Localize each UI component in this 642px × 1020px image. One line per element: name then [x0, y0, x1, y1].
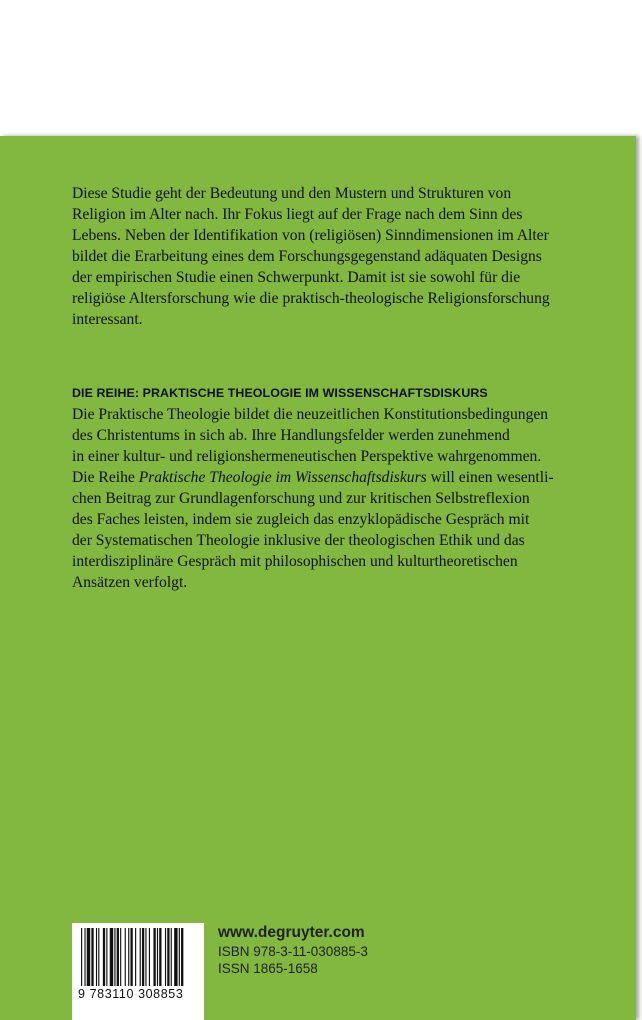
- blurb-line: der empirischen Studie einen Schwerpunkt. Damit ist sie sowohl für die: [72, 269, 521, 286]
- barcode-bar: [130, 928, 132, 986]
- barcode-bar: [140, 928, 141, 986]
- barcode-bar: [174, 928, 177, 986]
- series-line: des Faches leisten, indem sie zugleich das enzyklopädische Gespräch mit: [72, 511, 530, 528]
- blurb-line: Religion im Alter nach. Ihr Fokus liegt auf der Frage nach dem Sinn des: [72, 206, 523, 223]
- barcode-bar: [128, 928, 129, 986]
- barcode-bar: [98, 928, 99, 986]
- barcode-bar: [114, 928, 115, 986]
- blurb-line: bildet die Erarbeitung eines dem Forschungsgegenstand adäquaten Designs: [72, 248, 542, 265]
- barcode: [72, 923, 204, 1020]
- barcode-bar: [153, 928, 155, 986]
- series-line: des Christentums in sich ab. Ihre Handlungsfelder werden zunehmend: [72, 427, 510, 444]
- issn-number: ISSN 1865-1658: [218, 961, 318, 976]
- book-blurb: [72, 183, 572, 330]
- barcode-bar: [96, 928, 97, 986]
- barcode-bar: [165, 928, 166, 986]
- series-line: in einer kultur- und religionshermeneutischen Perspektive wahrgenommen.: [72, 448, 542, 465]
- barcode-bar: [91, 928, 93, 986]
- barcode-bar: [145, 928, 146, 986]
- series-line: Die Praktische Theologie bildet die neuzeitlichen Konstitutionsbedingungen: [72, 406, 549, 423]
- publisher-url: www.degruyter.com: [218, 924, 365, 941]
- series-heading: DIE REIHE: PRAKTISCHE THEOLOGIE IM WISSENSCHAFTSDISKURS: [72, 386, 488, 400]
- barcode-bar: [120, 928, 121, 986]
- series-line: chen Beitrag zur Grundlagenforschung und zur kritischen Selbstreflexion: [72, 490, 530, 507]
- series-description: [72, 404, 572, 593]
- barcode-digits: 9 783110 308853: [78, 987, 184, 1001]
- barcode-bar: [110, 928, 113, 986]
- barcode-bar: [117, 928, 119, 986]
- barcode-bar: [179, 928, 180, 986]
- back-cover: [0, 136, 636, 1020]
- series-line-suffix: will einen wesentli-: [426, 469, 554, 486]
- barcode-bar: [81, 928, 82, 986]
- series-line: interdisziplinäre Gespräch mit philosophischen und kulturtheoretischen: [72, 553, 518, 570]
- publisher-info: [218, 922, 368, 977]
- barcode-bar: [106, 928, 107, 986]
- barcode-bar: [167, 928, 169, 986]
- barcode-bar: [84, 928, 85, 986]
- barcode-bar: [181, 928, 183, 986]
- barcode-bar: [125, 928, 126, 986]
- barcode-bars: [81, 928, 195, 988]
- isbn-number: ISBN 978-3-11-030885-3: [218, 944, 368, 959]
- barcode-bar: [157, 928, 158, 986]
- series-line: Ansätzen verfolgt.: [72, 574, 188, 591]
- barcode-bar: [149, 928, 150, 986]
- barcode-bar: [87, 928, 90, 986]
- blurb-line: religiöse Altersforschung wie die praktisch-theologische Religionsforschung: [72, 290, 550, 307]
- blurb-line: Lebens. Neben der Identifikation von (religiösen) Sinndimensionen im Alter: [72, 227, 549, 244]
- series-line-prefix: Die Reihe: [72, 469, 139, 486]
- blurb-line: interessant.: [72, 311, 143, 328]
- series-title: Praktische Theologie im Wissenschaftsdiskurs: [138, 469, 427, 486]
- barcode-bar: [135, 928, 136, 986]
- barcode-bar: [142, 928, 144, 986]
- series-line: der Systematischen Theologie inklusive der theologischen Ethik und das: [72, 532, 525, 549]
- barcode-bar: [171, 928, 172, 986]
- barcode-bar: [103, 928, 105, 986]
- blurb-line: Diese Studie geht der Bedeutung und den Mustern und Strukturen von: [72, 185, 512, 202]
- barcode-bar: [159, 928, 161, 986]
